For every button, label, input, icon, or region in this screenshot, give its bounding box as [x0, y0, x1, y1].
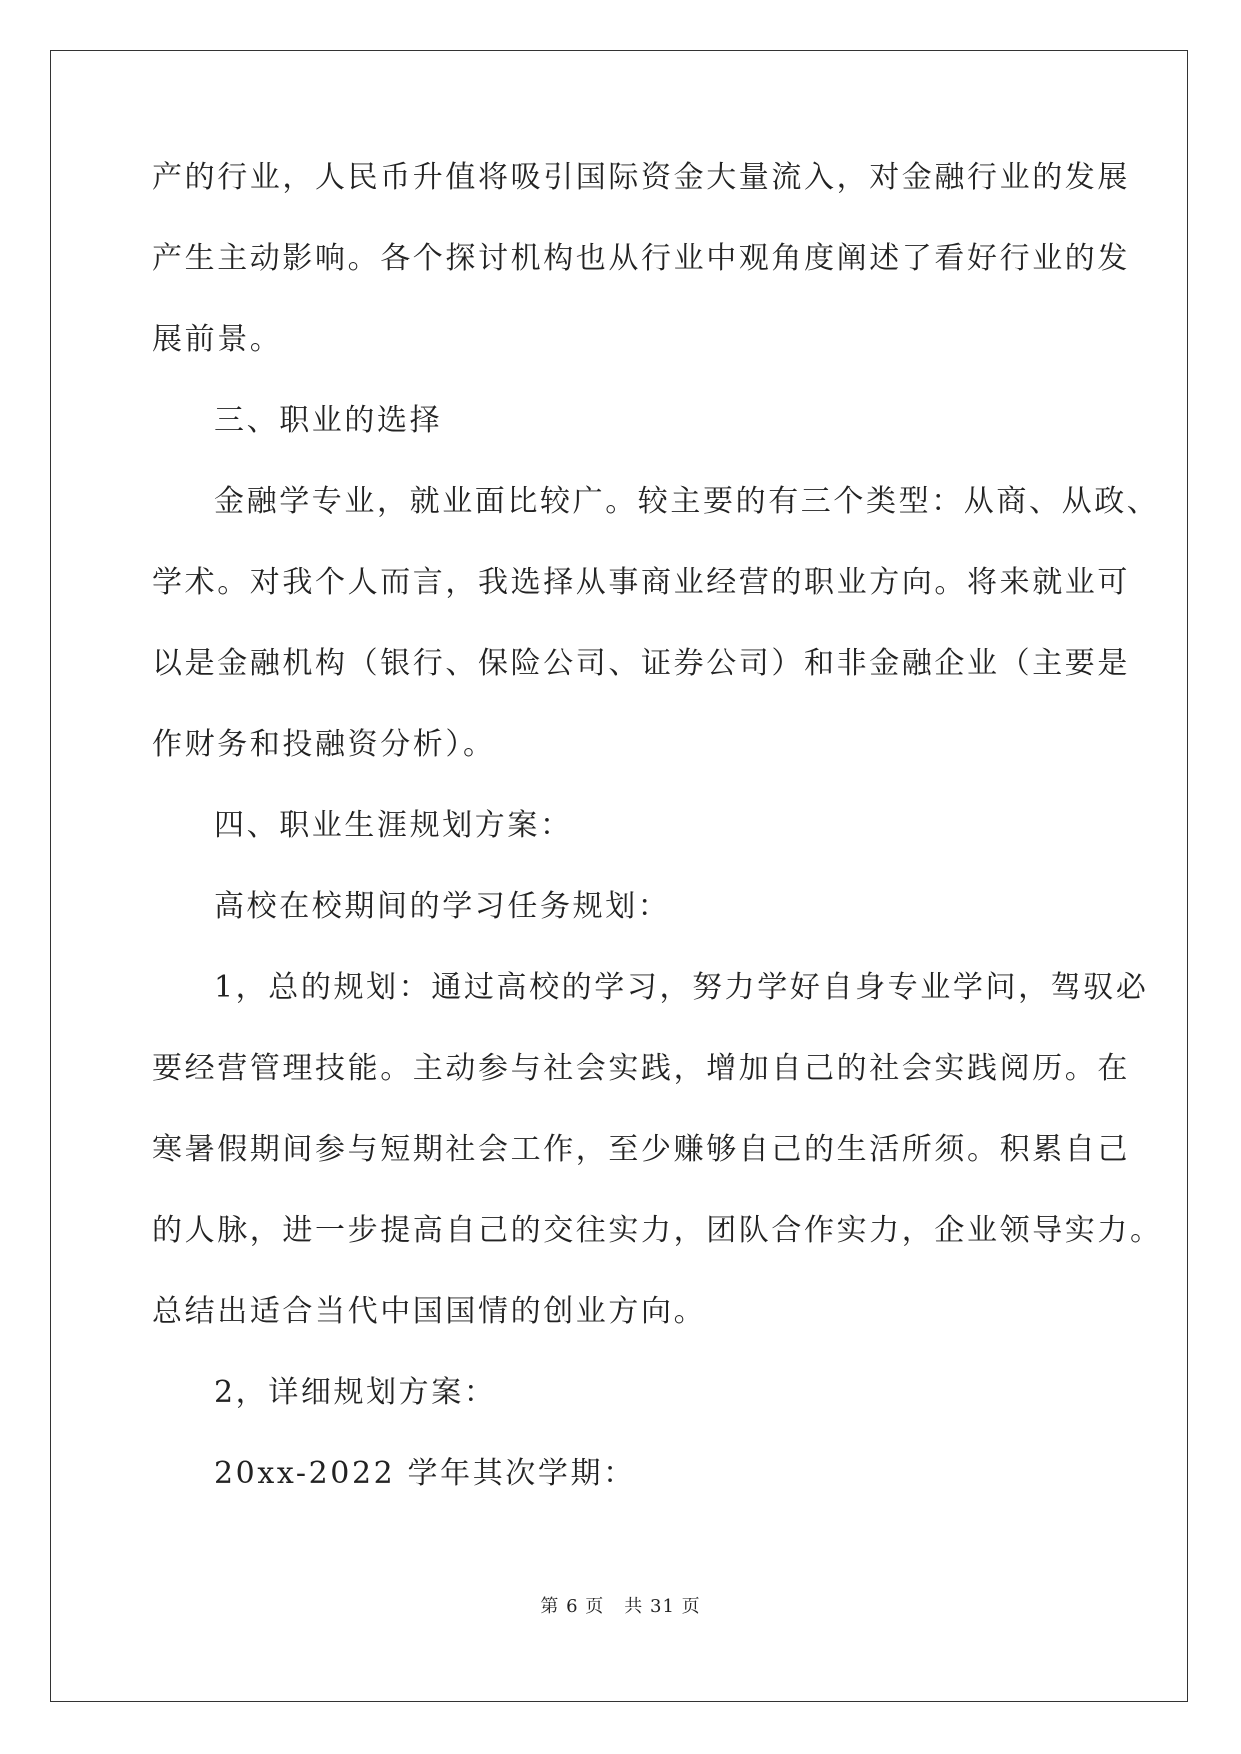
text-line: 要经营管理技能。主动参与社会实践，增加自己的社会实践阅历。在 [152, 1051, 1130, 1086]
text-line: 作财务和投融资分析）。 [152, 727, 496, 762]
subsection-heading: 高校在校期间的学习任务规划： [214, 889, 671, 924]
section-heading: 三、职业的选择 [214, 403, 443, 438]
page-total: 共 31 页 [624, 1596, 701, 1617]
text-line: 展前景。 [152, 322, 283, 357]
text-line: 以是金融机构（银行、保险公司、证券公司）和非金融企业（主要是 [152, 646, 1130, 681]
text-line: 总结出适合当代中国国情的创业方向。 [152, 1294, 707, 1329]
text-line: 1，总的规划：通过高校的学习，努力学好自身专业学问，驾驭必 [214, 970, 1149, 1005]
text-line: 金融学专业，就业面比较广。较主要的有三个类型：从商、从政、 [214, 484, 1160, 519]
text-line: 的人脉，进一步提高自己的交往实力，团队合作实力，企业领导实力。 [152, 1213, 1163, 1248]
page-number: 第 6 页 [540, 1596, 605, 1617]
text-line: 产生主动影响。各个探讨机构也从行业中观角度阐述了看好行业的发 [152, 241, 1130, 276]
subsection-heading: 2，详细规划方案： [214, 1375, 497, 1410]
document-body [152, 160, 1163, 1540]
page-footer [0, 1592, 1241, 1618]
text-line: 寒暑假期间参与短期社会工作，至少赚够自己的生活所须。积累自己 [152, 1132, 1130, 1167]
subsection-heading: 20xx-2022 学年其次学期： [214, 1456, 636, 1491]
text-line: 产的行业，人民币升值将吸引国际资金大量流入，对金融行业的发展 [152, 160, 1130, 195]
section-heading: 四、职业生涯规划方案： [214, 808, 573, 843]
text-line: 学术。对我个人而言，我选择从事商业经营的职业方向。将来就业可 [152, 565, 1130, 600]
